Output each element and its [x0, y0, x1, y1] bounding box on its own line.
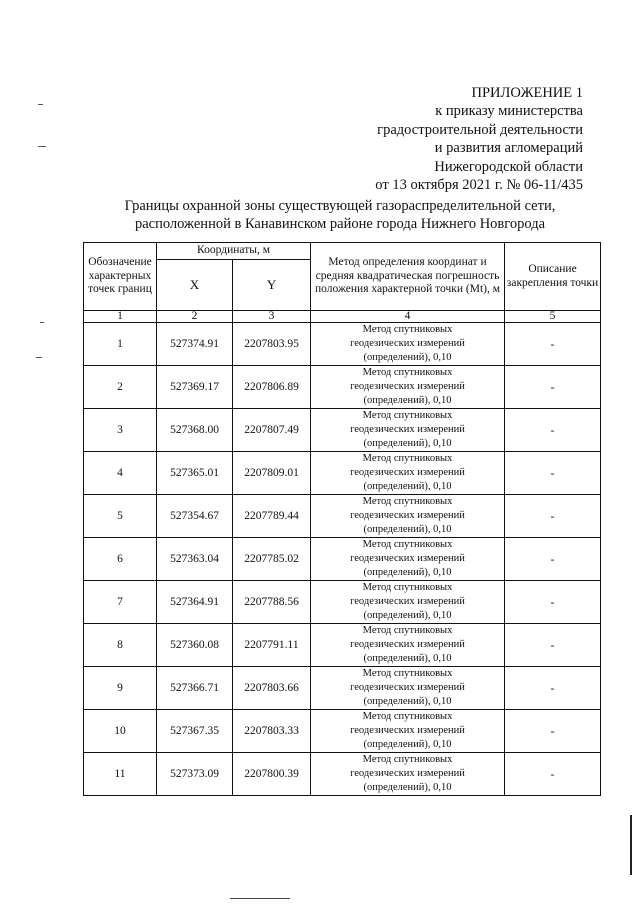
method-cell: [311, 366, 505, 409]
ministry-name-line2: и развития агломераций: [434, 140, 583, 157]
header-y: Y: [233, 260, 311, 311]
region-name: Нижегородской области: [434, 158, 583, 175]
method-line: (определений), 0,10: [363, 652, 452, 664]
scan-mark: [38, 104, 43, 105]
column-number: 1: [84, 311, 157, 323]
fixation-description: -: [505, 710, 601, 753]
method-line: Метод спутниковых: [362, 711, 453, 723]
header-coordinates: Координаты, м: [157, 243, 311, 260]
appendix-label: ПРИЛОЖЕНИЕ 1: [471, 85, 583, 101]
point-number: 6: [84, 538, 157, 581]
method-cell: [311, 753, 505, 796]
coord-y: 2207809.01: [233, 452, 311, 495]
document-title: [80, 197, 600, 233]
table-row: [84, 366, 601, 409]
method-line: (определений), 0,10: [363, 609, 452, 621]
point-number: 8: [84, 624, 157, 667]
method-line: Метод спутниковых: [362, 625, 453, 637]
title-line2: расположенной в Канавинском районе города Нижнего Новгорода: [134, 216, 546, 232]
table-row: [84, 538, 601, 581]
method-cell: [311, 323, 505, 366]
table-row: [84, 753, 601, 796]
coord-x: 527373.09: [157, 753, 233, 796]
table-row: [84, 495, 601, 538]
table-row: [84, 452, 601, 495]
header-designation: Обозначение характерных точек границ: [84, 243, 157, 311]
method-line: (определений), 0,10: [363, 738, 452, 750]
fixation-description: -: [505, 495, 601, 538]
method-cell: [311, 581, 505, 624]
fixation-description: -: [505, 624, 601, 667]
method-line: геодезических измерений: [350, 424, 465, 436]
method-line: геодезических измерений: [350, 639, 465, 651]
method-line: геодезических измерений: [350, 553, 465, 565]
method-line: геодезических измерений: [350, 338, 465, 350]
column-number: 5: [505, 311, 601, 323]
boundary-points-table: [83, 242, 601, 796]
scan-edge-mark: [630, 815, 632, 875]
fixation-description: -: [505, 753, 601, 796]
table-row: [84, 409, 601, 452]
point-number: 11: [84, 753, 157, 796]
method-line: Метод спутниковых: [362, 496, 453, 508]
method-cell: [311, 409, 505, 452]
point-number: 2: [84, 366, 157, 409]
method-line: Метод спутниковых: [362, 453, 453, 465]
table-row: [84, 710, 601, 753]
method-cell: [311, 624, 505, 667]
method-line: Метод спутниковых: [362, 539, 453, 551]
method-line: Метод спутниковых: [362, 410, 453, 422]
point-number: 7: [84, 581, 157, 624]
fixation-description: -: [505, 452, 601, 495]
point-number: 9: [84, 667, 157, 710]
table-row: [84, 624, 601, 667]
fixation-description: -: [505, 323, 601, 366]
method-line: Метод спутниковых: [362, 754, 453, 766]
title-line1: Границы охранной зоны существующей газораспределительной сети,: [124, 198, 556, 214]
method-line: (определений), 0,10: [363, 695, 452, 707]
method-line: геодезических измерений: [350, 768, 465, 780]
coord-y: 2207803.66: [233, 667, 311, 710]
method-line: (определений), 0,10: [363, 480, 452, 492]
appendix-header: [375, 84, 583, 194]
coord-x: 527368.00: [157, 409, 233, 452]
coord-y: 2207803.33: [233, 710, 311, 753]
coord-y: 2207806.89: [233, 366, 311, 409]
method-line: (определений), 0,10: [363, 437, 452, 449]
order-reference: к приказу министерства: [435, 103, 583, 120]
method-line: геодезических измерений: [350, 467, 465, 479]
header-method: Метод определения координат и средняя квадратическая погрешность положения характерной точки (Mt), м: [311, 243, 505, 311]
coord-x: 527367.35: [157, 710, 233, 753]
coord-y: 2207785.02: [233, 538, 311, 581]
method-line: геодезических измерений: [350, 510, 465, 522]
ministry-name-line1: градостроительной деятельности: [377, 121, 583, 138]
point-number: 10: [84, 710, 157, 753]
method-line: (определений), 0,10: [363, 523, 452, 535]
point-number: 5: [84, 495, 157, 538]
coord-y: 2207803.95: [233, 323, 311, 366]
coord-x: 527354.67: [157, 495, 233, 538]
point-number: 4: [84, 452, 157, 495]
table-row: [84, 667, 601, 710]
point-number: 3: [84, 409, 157, 452]
coord-x: 527369.17: [157, 366, 233, 409]
coord-y: 2207807.49: [233, 409, 311, 452]
method-cell: [311, 710, 505, 753]
scan-mark: [40, 322, 44, 323]
method-line: (определений), 0,10: [363, 781, 452, 793]
scan-mark: [38, 146, 46, 147]
fixation-description: -: [505, 581, 601, 624]
point-number: 1: [84, 323, 157, 366]
method-line: (определений), 0,10: [363, 394, 452, 406]
coord-x: 527363.04: [157, 538, 233, 581]
method-line: геодезических измерений: [350, 381, 465, 393]
fixation-description: -: [505, 409, 601, 452]
method-line: геодезических измерений: [350, 725, 465, 737]
coord-y: 2207789.44: [233, 495, 311, 538]
fixation-description: -: [505, 538, 601, 581]
method-line: геодезических измерений: [350, 596, 465, 608]
method-cell: [311, 538, 505, 581]
coord-y: 2207800.39: [233, 753, 311, 796]
header-x: X: [157, 260, 233, 311]
method-line: Метод спутниковых: [362, 668, 453, 680]
coord-y: 2207791.11: [233, 624, 311, 667]
method-cell: [311, 495, 505, 538]
method-line: Метод спутниковых: [362, 324, 453, 336]
column-number: 4: [311, 311, 505, 323]
coord-x: 527364.91: [157, 581, 233, 624]
method-line: Метод спутниковых: [362, 582, 453, 594]
header-description: Описание закрепления точки: [505, 243, 601, 311]
table-row: [84, 581, 601, 624]
coord-x: 527366.71: [157, 667, 233, 710]
fixation-description: -: [505, 366, 601, 409]
method-line: (определений), 0,10: [363, 566, 452, 578]
method-line: геодезических измерений: [350, 682, 465, 694]
method-cell: [311, 667, 505, 710]
table-row: [84, 323, 601, 366]
coord-x: 527360.08: [157, 624, 233, 667]
coord-y: 2207788.56: [233, 581, 311, 624]
fixation-description: -: [505, 667, 601, 710]
method-line: (определений), 0,10: [363, 351, 452, 363]
method-cell: [311, 452, 505, 495]
method-line: Метод спутниковых: [362, 367, 453, 379]
coord-x: 527365.01: [157, 452, 233, 495]
coord-x: 527374.91: [157, 323, 233, 366]
column-number: 3: [233, 311, 311, 323]
footer-rule: [230, 898, 290, 899]
scan-mark: [36, 357, 42, 358]
column-number: 2: [157, 311, 233, 323]
order-date-number: от 13 октября 2021 г. № 06-11/435: [375, 177, 583, 194]
